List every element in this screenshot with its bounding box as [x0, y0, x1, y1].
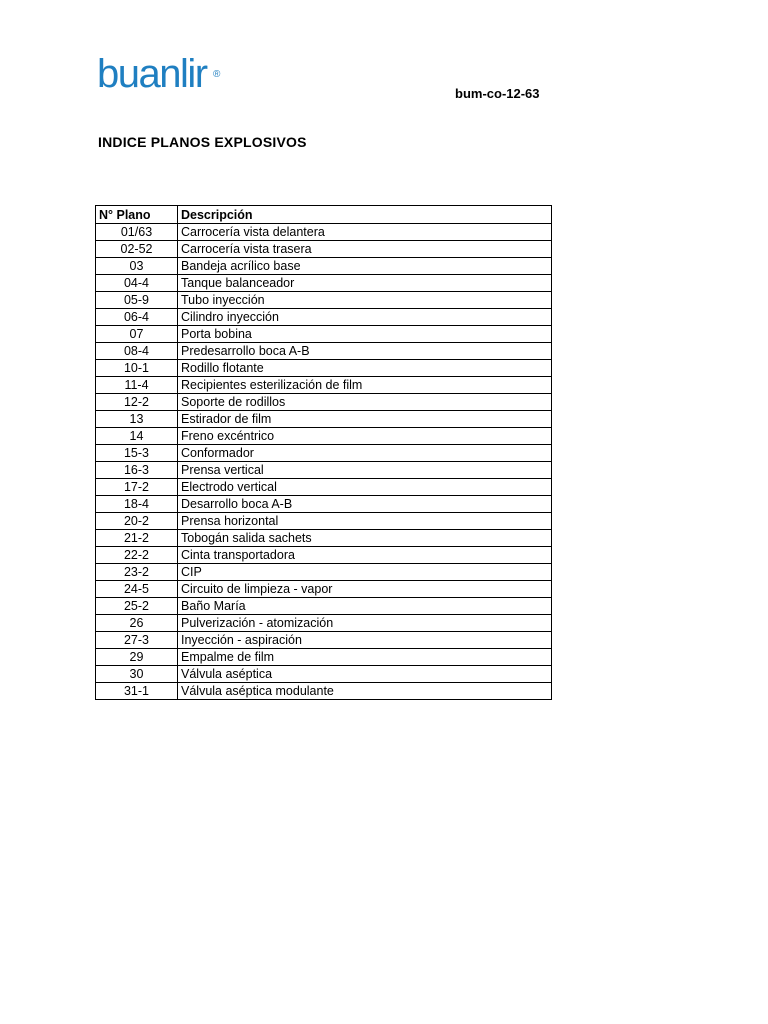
plan-number-cell: 13 — [96, 411, 178, 428]
table-row — [96, 394, 552, 411]
column-header-plan-number: N° Plano — [96, 206, 178, 224]
description-cell: Predesarrollo boca A-B — [178, 343, 552, 360]
description-cell: Cinta transportadora — [178, 547, 552, 564]
plan-number-cell: 02-52 — [96, 241, 178, 258]
company-logo: buanlir — [97, 52, 207, 96]
description-cell: Rodillo flotante — [178, 360, 552, 377]
description-cell: Circuito de limpieza - vapor — [178, 581, 552, 598]
description-cell: Válvula aséptica — [178, 666, 552, 683]
plan-number-cell: 24-5 — [96, 581, 178, 598]
plan-number-cell: 21-2 — [96, 530, 178, 547]
plan-number-cell: 29 — [96, 649, 178, 666]
description-cell: Estirador de film — [178, 411, 552, 428]
table-row — [96, 241, 552, 258]
table-row — [96, 479, 552, 496]
plan-number-cell: 14 — [96, 428, 178, 445]
plan-number-cell: 27-3 — [96, 632, 178, 649]
table-row — [96, 445, 552, 462]
plan-number-cell: 22-2 — [96, 547, 178, 564]
table-row — [96, 598, 552, 615]
plan-number-cell: 11-4 — [96, 377, 178, 394]
plan-number-cell: 07 — [96, 326, 178, 343]
table-row — [96, 547, 552, 564]
table-row — [96, 377, 552, 394]
description-cell: Tubo inyección — [178, 292, 552, 309]
plan-number-cell: 18-4 — [96, 496, 178, 513]
description-cell: Tobogán salida sachets — [178, 530, 552, 547]
description-cell: Baño María — [178, 598, 552, 615]
plan-number-cell: 16-3 — [96, 462, 178, 479]
plan-number-cell: 01/63 — [96, 224, 178, 241]
description-cell: Recipientes esterilización de film — [178, 377, 552, 394]
table-row — [96, 428, 552, 445]
table-row — [96, 292, 552, 309]
column-header-description: Descripción — [178, 206, 552, 224]
plan-number-cell: 10-1 — [96, 360, 178, 377]
table-row — [96, 326, 552, 343]
table-header-row — [96, 206, 552, 224]
plan-number-cell: 03 — [96, 258, 178, 275]
plan-number-cell: 04-4 — [96, 275, 178, 292]
table-row — [96, 360, 552, 377]
description-cell: Bandeja acrílico base — [178, 258, 552, 275]
plans-index-table — [95, 205, 552, 700]
table-body — [96, 224, 552, 700]
plan-number-cell: 31-1 — [96, 683, 178, 700]
table-row — [96, 513, 552, 530]
plan-number-cell: 30 — [96, 666, 178, 683]
table-row — [96, 530, 552, 547]
plan-number-cell: 17-2 — [96, 479, 178, 496]
description-cell: Soporte de rodillos — [178, 394, 552, 411]
registered-mark: ® — [213, 69, 221, 80]
plan-number-cell: 15-3 — [96, 445, 178, 462]
description-cell: Cilindro inyección — [178, 309, 552, 326]
description-cell: Prensa horizontal — [178, 513, 552, 530]
table-row — [96, 462, 552, 479]
description-cell: Freno excéntrico — [178, 428, 552, 445]
table-row — [96, 632, 552, 649]
table-row — [96, 615, 552, 632]
table-row — [96, 496, 552, 513]
description-cell: Conformador — [178, 445, 552, 462]
table-row — [96, 564, 552, 581]
description-cell: Carrocería vista trasera — [178, 241, 552, 258]
table-row — [96, 224, 552, 241]
description-cell: Porta bobina — [178, 326, 552, 343]
description-cell: Tanque balanceador — [178, 275, 552, 292]
table-row — [96, 275, 552, 292]
plan-number-cell: 12-2 — [96, 394, 178, 411]
plan-number-cell: 20-2 — [96, 513, 178, 530]
table-row — [96, 649, 552, 666]
description-cell: Empalme de film — [178, 649, 552, 666]
description-cell: Electrodo vertical — [178, 479, 552, 496]
description-cell: Desarrollo boca A-B — [178, 496, 552, 513]
table-row — [96, 683, 552, 700]
document-title: INDICE PLANOS EXPLOSIVOS — [98, 134, 307, 150]
plan-number-cell: 25-2 — [96, 598, 178, 615]
table-row — [96, 666, 552, 683]
table-row — [96, 343, 552, 360]
description-cell: Válvula aséptica modulante — [178, 683, 552, 700]
plan-number-cell: 08-4 — [96, 343, 178, 360]
description-cell: Inyección - aspiración — [178, 632, 552, 649]
table-row — [96, 309, 552, 326]
description-cell: Prensa vertical — [178, 462, 552, 479]
description-cell: CIP — [178, 564, 552, 581]
description-cell: Carrocería vista delantera — [178, 224, 552, 241]
document-code: bum-co-12-63 — [455, 86, 540, 101]
table-row — [96, 411, 552, 428]
description-cell: Pulverización - atomización — [178, 615, 552, 632]
plan-number-cell: 26 — [96, 615, 178, 632]
plan-number-cell: 05-9 — [96, 292, 178, 309]
table-row — [96, 581, 552, 598]
plan-number-cell: 23-2 — [96, 564, 178, 581]
plan-number-cell: 06-4 — [96, 309, 178, 326]
table-row — [96, 258, 552, 275]
